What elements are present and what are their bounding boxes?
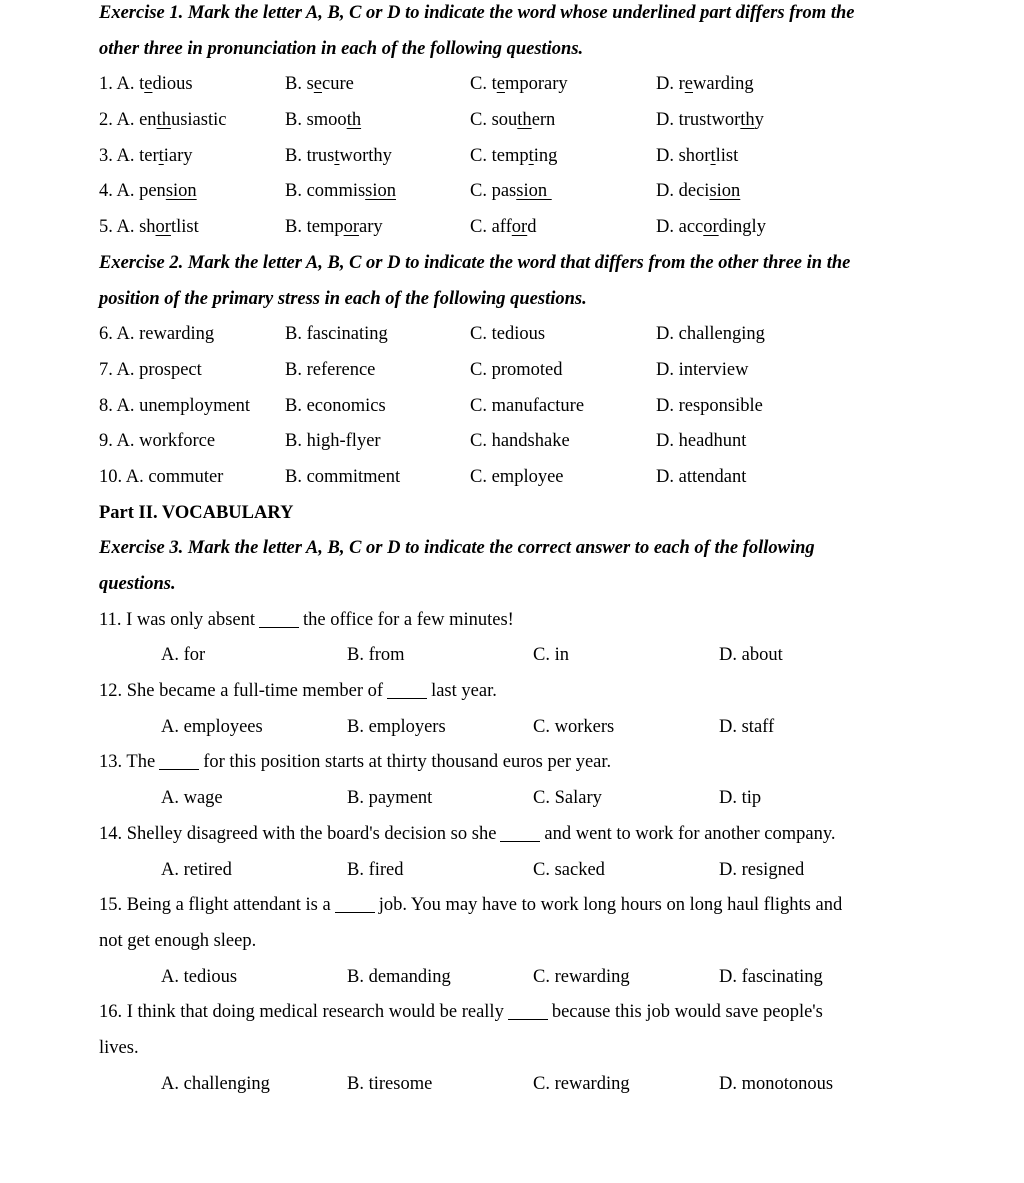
option-d: D. headhunt [656, 431, 747, 452]
option-b: B. reference [285, 359, 376, 380]
option-d: D. accordingly [656, 217, 766, 238]
option-d: D. rewarding [656, 74, 754, 95]
question-15-options [99, 960, 999, 996]
question-14-stem: 14. Shelley disagreed with the board's decision so she and went to work for another company. [99, 823, 836, 844]
instruction-text: Exercise 1. Mark the letter A, B, C or D to indicate the word whose underlined part differs from the [99, 3, 855, 23]
option-c: C. passion [470, 181, 552, 202]
question-12-stem: 12. She became a full-time member of last year. [99, 681, 497, 702]
option-b: B. from [347, 645, 405, 666]
option-a: A. tedious [161, 966, 238, 987]
option-b: B. commission [285, 181, 397, 202]
option-a: 1. A. tedious [99, 74, 193, 95]
answer-blank [508, 1001, 548, 1021]
worksheet-page [99, 0, 999, 1102]
option-d: D. fascinating [719, 966, 823, 987]
question-16-stem-cont: lives. [99, 1037, 139, 1058]
option-d: D. interview [656, 359, 749, 380]
option-d: D. responsible [656, 395, 763, 416]
exercise-3-instruction [99, 531, 999, 567]
option-a: A. retired [161, 859, 232, 880]
option-c: C. workers [533, 716, 615, 737]
exercise-1-instruction [99, 0, 999, 32]
question-11-stem: 11. I was only absent the office for a few minutes! [99, 609, 514, 630]
answer-blank [387, 680, 427, 700]
option-c: C. employee [470, 466, 564, 487]
exercise-3-instruction-cont [99, 567, 999, 603]
option-c: C. tempting [470, 145, 558, 166]
question-5 [99, 210, 999, 246]
instruction-text: Exercise 3. Mark the letter A, B, C or D to indicate the correct answer to each of the following [99, 538, 815, 559]
option-c: C. rewarding [533, 1073, 630, 1094]
option-b: B. employers [347, 716, 446, 737]
option-a: 2. A. enthusiastic [99, 110, 227, 131]
question-13-stem: 13. The for this position starts at thirty thousand euros per year. [99, 752, 612, 773]
option-a: 9. A. workforce [99, 431, 216, 452]
option-d: D. decision [656, 181, 741, 202]
option-a: 8. A. unemployment [99, 395, 251, 416]
answer-blank [259, 608, 299, 628]
option-a: A. for [161, 645, 206, 666]
option-d: D. attendant [656, 466, 747, 487]
option-c: C. manufacture [470, 395, 585, 416]
option-c: C. in [533, 645, 569, 666]
question-8 [99, 389, 999, 425]
option-b: B. smooth [285, 110, 362, 131]
option-d: D. trustworthy [656, 110, 764, 131]
option-b: B. trustworthy [285, 145, 392, 166]
option-c: C. temporary [470, 74, 568, 95]
option-d: D. tip [719, 788, 762, 809]
question-1 [99, 67, 999, 103]
option-d: D. resigned [719, 859, 805, 880]
exercise-2-instruction [99, 246, 999, 282]
option-d: D. staff [719, 716, 775, 737]
option-b: B. economics [285, 395, 386, 416]
instruction-text: questions. [99, 574, 176, 594]
option-d: D. monotonous [719, 1073, 834, 1094]
question-15-stem: 15. Being a flight attendant is a job. You may have to work long hours on long haul flights and [99, 895, 843, 916]
instruction-text: position of the primary stress in each of the following questions. [99, 288, 587, 309]
option-a: A. wage [161, 788, 223, 809]
option-a: 3. A. tertiary [99, 145, 193, 166]
question-15-stem-cont: not get enough sleep. [99, 930, 257, 951]
option-b: B. payment [347, 788, 433, 809]
answer-blank [500, 822, 540, 842]
option-c: C. promoted [470, 359, 563, 380]
exercise-2-instruction-cont [99, 282, 999, 318]
question-4 [99, 174, 999, 210]
option-c: C. southern [470, 110, 556, 131]
option-b: B. secure [285, 74, 354, 95]
option-a: 7. A. prospect [99, 359, 202, 380]
option-c: C. rewarding [533, 966, 630, 987]
question-16-stem: 16. I think that doing medical research would be really because this job would save people's [99, 1002, 823, 1023]
question-11-options [99, 638, 999, 674]
option-c: C. tedious [470, 324, 546, 345]
question-10 [99, 460, 999, 496]
question-6 [99, 317, 999, 353]
option-a: 10. A. commuter [99, 466, 224, 487]
question-2 [99, 103, 999, 139]
question-12-options [99, 710, 999, 746]
option-d: D. shortlist [656, 145, 739, 166]
part-2-heading [99, 496, 999, 532]
exercise-1-instruction-cont [99, 32, 999, 68]
answer-blank [335, 894, 375, 914]
option-a: 5. A. shortlist [99, 217, 199, 238]
question-7 [99, 353, 999, 389]
option-a: 6. A. rewarding [99, 324, 215, 345]
question-3 [99, 139, 999, 175]
option-b: B. fascinating [285, 324, 388, 345]
instruction-text: Exercise 2. Mark the letter A, B, C or D to indicate the word that differs from the other three in the [99, 252, 851, 273]
option-b: B. fired [347, 859, 404, 880]
option-b: B. demanding [347, 966, 451, 987]
question-9 [99, 424, 999, 460]
option-a: 4. A. pension [99, 181, 197, 202]
question-16-options [99, 1067, 999, 1103]
option-b: B. high-flyer [285, 431, 381, 452]
question-14-options [99, 853, 999, 889]
option-c: C. handshake [470, 431, 570, 452]
instruction-text: other three in pronunciation in each of the following questions. [99, 38, 584, 59]
option-c: C. sacked [533, 859, 605, 880]
option-d: D. about [719, 645, 783, 666]
question-13-options [99, 781, 999, 817]
option-a: A. challenging [161, 1073, 270, 1094]
option-d: D. challenging [656, 324, 765, 345]
option-c: C. afford [470, 217, 537, 238]
heading-text: Part II. VOCABULARY [99, 502, 294, 523]
option-a: A. employees [161, 716, 263, 737]
option-b: B. tiresome [347, 1073, 433, 1094]
option-c: C. Salary [533, 788, 602, 809]
answer-blank [159, 751, 199, 771]
option-b: B. commitment [285, 466, 401, 487]
option-b: B. temporary [285, 217, 383, 238]
